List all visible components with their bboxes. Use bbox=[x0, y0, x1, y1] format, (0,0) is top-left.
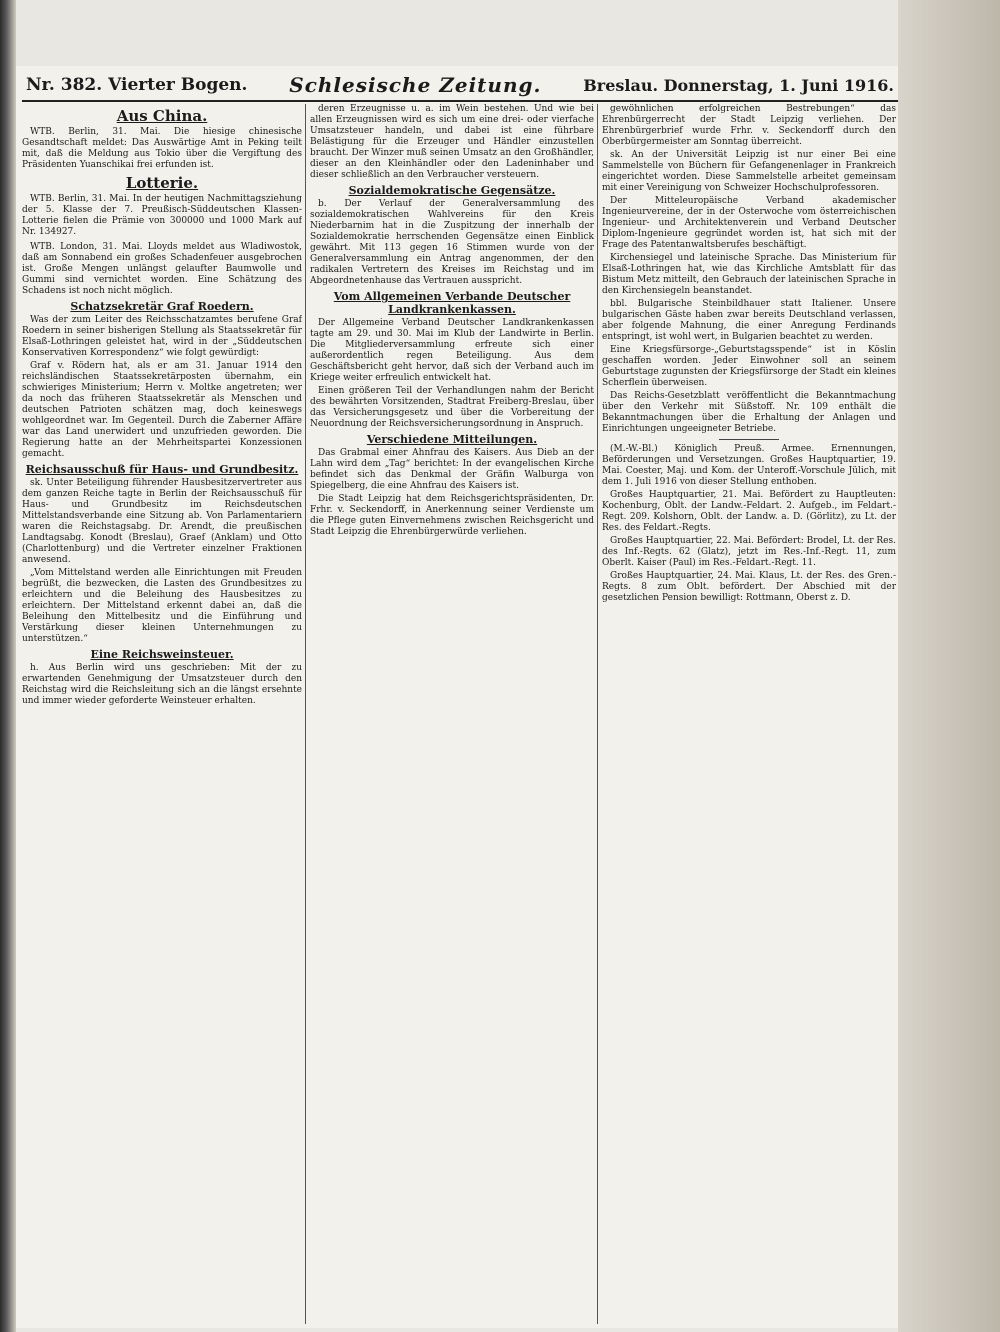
article-text: Der Allgemeine Verband Deutscher Landkrankenkassen tagte am 29. und 30. Mai im Klub der Landwirte in Berlin. Die Mitgliederversammlung erfreute sich einer außerordentlich regen Beteiligung. Aus dem Geschäftsbericht geht hervor, daß sich der Verband auch im Kriege weiter erfreulich entwickelt hat. bbox=[310, 318, 594, 383]
headline: Vom Allgemeinen Verbande Deutscher Landkrankenkassen. bbox=[333, 290, 571, 316]
article-text: Was der zum Leiter des Reichsschatzamtes berufene Graf Roedern in seiner bisherigen Stellung als Staatssekretär für Elsaß-Lothringen geleistet hat, wird in der „Süddeutschen Konservativen Korrespondenz“ wie folgt gewürdigt: bbox=[22, 315, 302, 358]
article-text: Großes Hauptquartier, 21. Mai. Befördert zu Hauptleuten: Kochenburg, Oblt. der Landw.-Feldart. 2. Aufgeb., im Feldart.-Regt. 209. Kolshorn, Oblt. der Landw. a. D. (Görlitz), zu Lt. der Res. des Feldart.-Regts. bbox=[602, 490, 896, 533]
article-text: Großes Hauptquartier, 22. Mai. Befördert: Brodel, Lt. der Res. des Inf.-Regts. 62 (Glatz), jetzt im Res.-Inf.-Regt. 11, zum Oberlt. Kaiser (Paul) im Res.-Feldart.-Regt. 11. bbox=[602, 536, 896, 568]
headline: Eine Reichsweinsteuer. bbox=[90, 648, 234, 661]
column-3 bbox=[602, 104, 896, 1324]
column-2 bbox=[310, 104, 594, 1324]
article-text: WTB. Berlin, 31. Mai. In der heutigen Nachmittagsziehung der 5. Klasse der 7. Preußisch-Süddeutschen Klassen-Lotterie fielen die Prämie von 300000 und 1000 Mark auf Nr. 134927. bbox=[22, 194, 302, 237]
headline: Verschiedene Mitteilungen. bbox=[366, 433, 538, 446]
newspaper-title: Schlesische Zeitung. bbox=[289, 73, 542, 97]
article-text: WTB. Berlin, 31. Mai. Die hiesige chinesische Gesandtschaft meldet: Das Auswärtige Amt in Peking teilt mit, daß die Meldung aus Tokio über die Vergiftung des Präsidenten Yuanschikai frei erfunden ist. bbox=[22, 127, 302, 170]
headline: Schatzsekretär Graf Roedern. bbox=[70, 300, 254, 313]
article-text: Die Stadt Leipzig hat dem Reichsgerichtspräsidenten, Dr. Frhr. v. Seckendorff, in Anerkennung seiner Verdienste um die Pflege guten Einvernehmens zwischen Reichsgericht und Stadt Leipzig die Ehrenbürgerwürde verliehen. bbox=[310, 494, 594, 537]
column-rule bbox=[597, 104, 598, 1324]
headline: Lotterie. bbox=[125, 174, 199, 192]
headline: Reichsausschuß für Haus- und Grundbesitz. bbox=[25, 463, 299, 476]
article-text: WTB. London, 31. Mai. Lloyds meldet aus Wladiwostok, daß am Sonnabend ein großes Schadenfeuer ausgebrochen ist. Große Mengen unlängst gelaufter Baumwolle und Gummi sind vernichtet worden. Eine Schätzung des Schadens ist noch nicht möglich. bbox=[22, 242, 302, 296]
headline: Aus China. bbox=[116, 107, 208, 125]
masthead bbox=[22, 70, 898, 102]
column-1 bbox=[22, 104, 302, 1324]
page-binding bbox=[0, 0, 16, 1332]
article-text: b. Der Verlauf der Generalversammlung des sozialdemokratischen Wahlvereins für den Kreis Niederbarnim hat in die Zuspitzung der innerhalb der Sozialdemokratie herrschenden Gegensätze einen Einblick gewährt. Mit 113 gegen 16 Stimmen wurde von der Generalversammlung ein Antrag angenommen, der den radikalen Vertretern des Kreises im Reichstag und im Abgeordnetenhause das Vertrauen ausspricht. bbox=[310, 199, 594, 286]
article-text: Der Mitteleuropäische Verband akademischer Ingenieurvereine, der in der Osterwoche vom österreichischen Ingenieur- und Architektenverein und Verband Deutscher Diplom-Ingenieure gegründet worden ist, hat sich mit der Frage des Patentanwaltsberufes beschäftigt. bbox=[602, 196, 896, 250]
column-rule bbox=[305, 104, 306, 1324]
article-text: gewöhnlichen erfolgreichen Bestrebungen“ das Ehrenbürgerrecht der Stadt Leipzig verliehen. Der Ehrenbürgerbrief wurde Frhr. v. Seckendorff durch den Oberbürgermeister am Sonntag überreicht. bbox=[602, 104, 896, 147]
article-text: Kirchensiegel und lateinische Sprache. Das Ministerium für Elsaß-Lothringen hat, wie das Kirchliche Amtsblatt für das Bistum Metz mitteilt, den Gebrauch der lateinischen Sprache in den Kirchensiegeln beanstandet. bbox=[602, 253, 896, 296]
issue-number: Nr. 382. Vierter Bogen. bbox=[26, 75, 248, 95]
article-text: sk. Unter Beteiligung führender Hausbesitzervertreter aus dem ganzen Reiche tagte in Berlin der Reichsausschuß für Haus- und Grundbesitz im Reichsdeutschen Mittelstandsverbande eine Sitzung ab. Von Parlamentariern waren die Reichstagsabg. Dr. Arendt, die preußischen Landtagsabg. Konodt (Breslau), Graef (Anklam) und Otto (Charlottenburg) und die Vertreter einzelner Fraktionen anwesend. bbox=[22, 478, 302, 565]
dateline: Breslau. Donnerstag, 1. Juni 1916. bbox=[583, 75, 894, 95]
headline: Sozialdemokratische Gegensätze. bbox=[348, 184, 556, 197]
article-text: h. Aus Berlin wird uns geschrieben: Mit der zu erwartenden Genehmigung der Umsatzsteuer durch den Reichstag wird die Reichsleitung sich an die längst ersehnte und immer wieder geforderte Weinsteuer erhalten. bbox=[22, 663, 302, 706]
article-text: bbl. Bulgarische Steinbildhauer statt Italiener. Unsere bulgarischen Gäste haben zwar bereits Deutschland verlassen, aber folgende Mahnung, die einer Anregung Ferdinands entspringt, ist wohl wert, in Bulgarien beachtet zu werden. bbox=[602, 299, 896, 342]
article-text: Das Grabmal einer Ahnfrau des Kaisers. Aus Dieb an der Lahn wird dem „Tag“ berichtet: In der evangelischen Kirche befindet sich das Denkmal der Gräfin Walburga von Spiegelberg, die eine Ahnfrau des Kaisers ist. bbox=[310, 448, 594, 491]
article-text: sk. An der Universität Leipzig ist nur einer Bei eine Sammelstelle von Büchern für Gefangenenlager in Frankreich eingerichtet worden. Diese Sammelstelle arbeitet gemeinsam mit einer Vereinigung von Schweizer Hochschulprofessoren. bbox=[602, 150, 896, 193]
article-text: Eine Kriegsfürsorge-„Geburtstagsspende“ ist in Köslin geschaffen worden. Jeder Einwohner soll an seinem Geburtstage zugunsten der Kriegsfürsorge der Stadt ein kleines Scherflein überweisen. bbox=[602, 345, 896, 388]
page-edge bbox=[898, 0, 1000, 1332]
article-text: „Vom Mittelstand werden alle Einrichtungen mit Freuden begrüßt, die bezwecken, die Lasten des Grundbesitzes zu erleichtern und die Beleihung des Hausbesitzes zu erleichtern. Der Mittelstand erkennt dabei an, daß die Beleihung den Mittelbesitz und die Einführung und Verstärkung dieser kleinen Unternehmungen zu unterstützen.“ bbox=[22, 568, 302, 644]
article-text: deren Erzeugnisse u. a. im Wein bestehen. Und wie bei allen Erzeugnissen wird es sich um eine drei- oder vierfache Umsatzsteuer handeln, und dabei ist eine führbare Belästigung für die Erzeuger und Händler einzustellen braucht. Der Winzer muß seinen Umsatz an den Großhändler, dieser an den Kleinhändler oder den Ladeninhaber und dieser schließlich an den Verbraucher versteuern. bbox=[310, 104, 594, 180]
article-text: Einen größeren Teil der Verhandlungen nahm der Bericht des bewährten Vorsitzenden, Stadtrat Freiberg-Breslau, über das Versicherungsgesetz und über die Vorbereitung der Neuordnung der Reichsversicherungsordnung in Anspruch. bbox=[310, 386, 594, 429]
article-text: (M.-W.-Bl.) Königlich Preuß. Armee. Ernennungen, Beförderungen und Versetzungen. Großes Hauptquartier, 19. Mai. Coester, Maj. und Kom. der Unteroff.-Vorschule Jülich, mit dem 1. Juli 1916 von dieser Stellung enthoben. bbox=[602, 444, 896, 487]
article-text: Das Reichs-Gesetzblatt veröffentlicht die Bekanntmachung über den Verkehr mit Süßstoff. Nr. 109 enthält die Bekanntmachungen über die Erhaltung der Anlagen und Einrichtungen ungeeigneter Betriebe. bbox=[602, 391, 896, 434]
article-text: Großes Hauptquartier, 24. Mai. Klaus, Lt. der Res. des Gren.-Regts. 8 zum Oblt. befördert. Der Abschied mit der gesetzlichen Pension bewilligt: Rottmann, Oberst z. D. bbox=[602, 571, 896, 603]
article-text: Graf v. Rödern hat, als er am 31. Januar 1914 den reichsländischen Staatssekretärposten übernahm, ein schwieriges Ministerium; Herrn v. Moltke angetreten; wer da noch das früheren Staatssekretär als Menschen und deutschen Patrioten schätzen mag, doch keineswegs wohlgeordnet war. Im Gegenteil. Durch die Zaberner Affäre war das Land unerwidert und unzufrieden geworden. Die Regierung hatte an der Mehrheitspartei Konzessionen gemacht. bbox=[22, 361, 302, 459]
divider bbox=[719, 439, 779, 440]
